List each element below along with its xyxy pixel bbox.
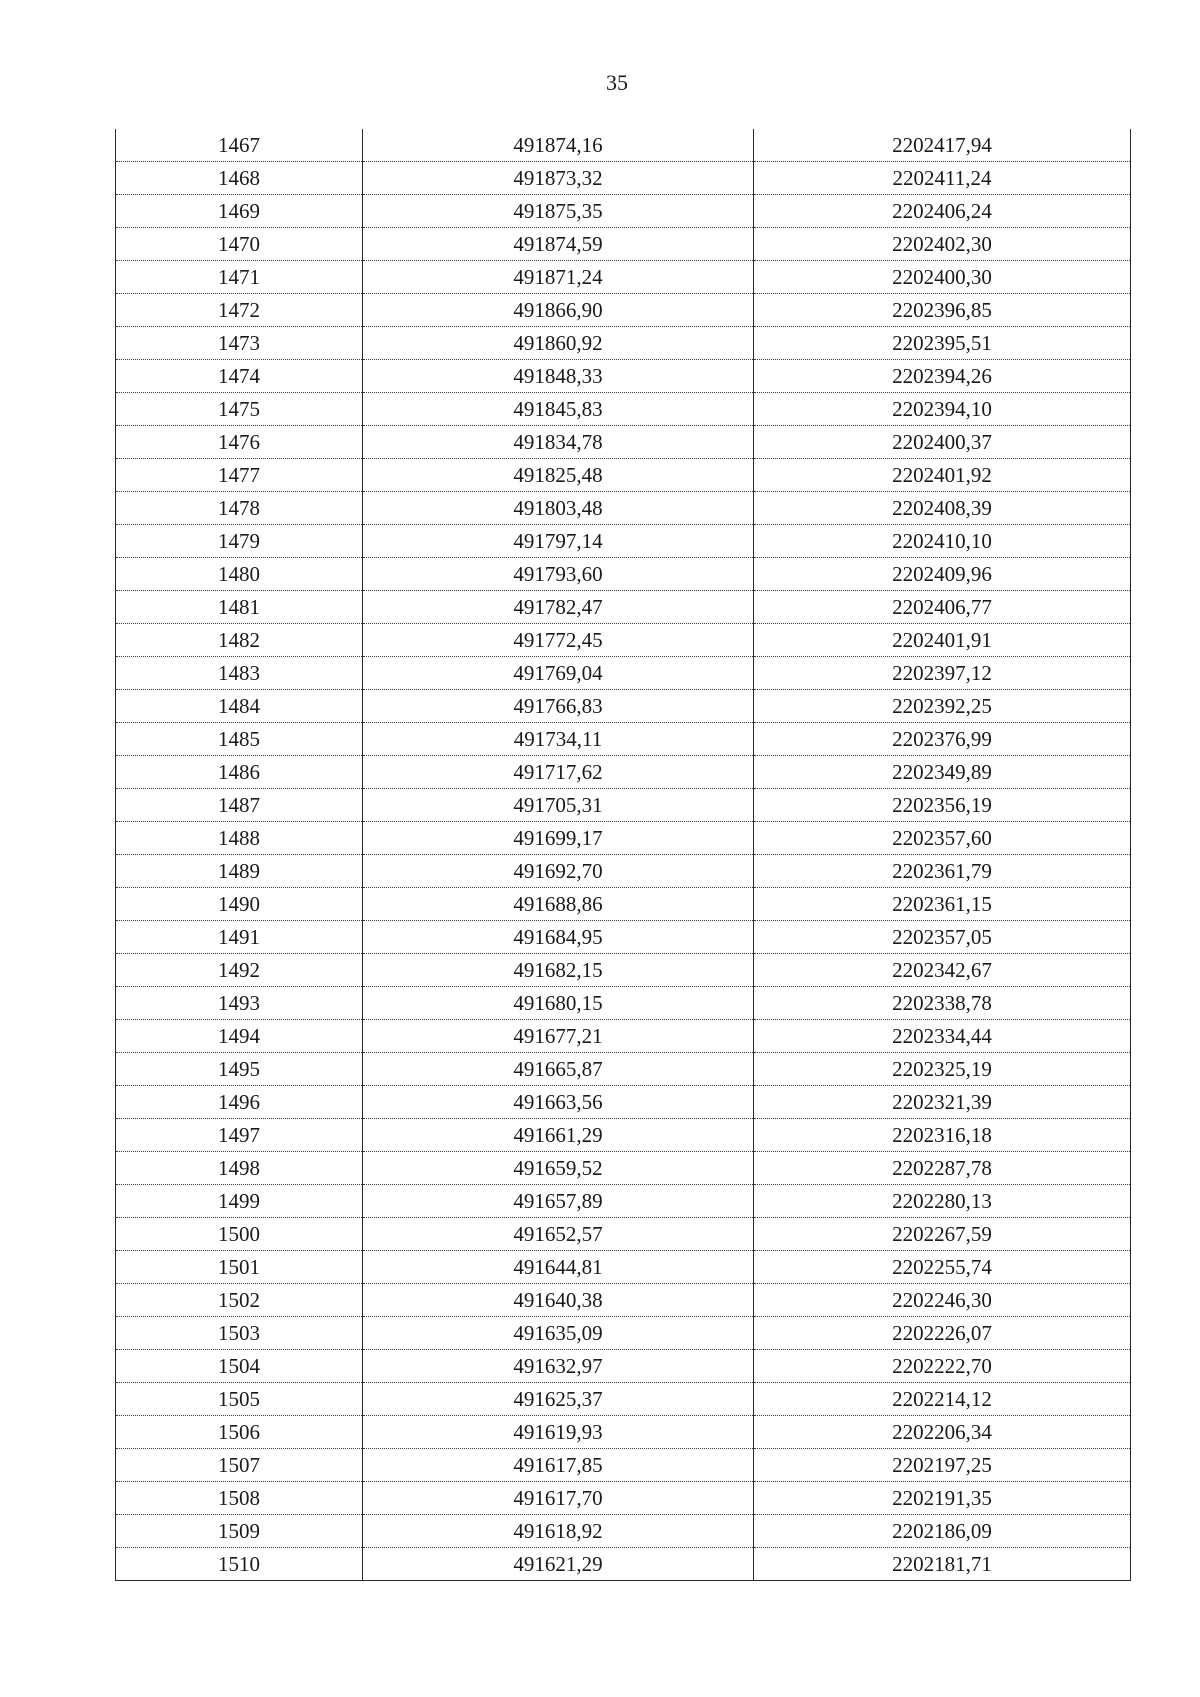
y-coordinate-cell: 2202410,10 [754,525,1131,558]
point-number-cell: 1500 [116,1218,363,1251]
point-number-cell: 1507 [116,1449,363,1482]
y-coordinate-cell: 2202214,12 [754,1383,1131,1416]
y-coordinate-cell: 2202394,26 [754,360,1131,393]
table-row [116,1317,1131,1350]
x-coordinate-cell: 491772,45 [363,624,754,657]
y-coordinate-cell: 2202356,19 [754,789,1131,822]
point-number-cell: 1492 [116,954,363,987]
point-number-cell: 1480 [116,558,363,591]
table-row [116,888,1131,921]
point-number-cell: 1502 [116,1284,363,1317]
table-row [116,1020,1131,1053]
table-row [116,954,1131,987]
point-number-cell: 1506 [116,1416,363,1449]
point-number-cell: 1486 [116,756,363,789]
point-number-cell: 1489 [116,855,363,888]
point-number-cell: 1504 [116,1350,363,1383]
table-row [116,426,1131,459]
coordinates-table-body [116,129,1131,1581]
y-coordinate-cell: 2202280,13 [754,1185,1131,1218]
x-coordinate-cell: 491834,78 [363,426,754,459]
y-coordinate-cell: 2202325,19 [754,1053,1131,1086]
point-number-cell: 1475 [116,393,363,426]
x-coordinate-cell: 491866,90 [363,294,754,327]
x-coordinate-cell: 491635,09 [363,1317,754,1350]
x-coordinate-cell: 491618,92 [363,1515,754,1548]
y-coordinate-cell: 2202181,71 [754,1548,1131,1581]
y-coordinate-cell: 2202197,25 [754,1449,1131,1482]
table-row [116,1284,1131,1317]
x-coordinate-cell: 491699,17 [363,822,754,855]
table-row [116,1119,1131,1152]
table-row [116,1251,1131,1284]
y-coordinate-cell: 2202361,79 [754,855,1131,888]
point-number-cell: 1477 [116,459,363,492]
x-coordinate-cell: 491848,33 [363,360,754,393]
x-coordinate-cell: 491644,81 [363,1251,754,1284]
x-coordinate-cell: 491632,97 [363,1350,754,1383]
y-coordinate-cell: 2202402,30 [754,228,1131,261]
table-row [116,294,1131,327]
x-coordinate-cell: 491717,62 [363,756,754,789]
y-coordinate-cell: 2202222,70 [754,1350,1131,1383]
table-row [116,558,1131,591]
table-row [116,327,1131,360]
table-row [116,1086,1131,1119]
y-coordinate-cell: 2202411,24 [754,162,1131,195]
y-coordinate-cell: 2202401,91 [754,624,1131,657]
table-row [116,162,1131,195]
table-row [116,987,1131,1020]
point-number-cell: 1485 [116,723,363,756]
x-coordinate-cell: 491782,47 [363,591,754,624]
y-coordinate-cell: 2202316,18 [754,1119,1131,1152]
x-coordinate-cell: 491734,11 [363,723,754,756]
point-number-cell: 1501 [116,1251,363,1284]
y-coordinate-cell: 2202246,30 [754,1284,1131,1317]
x-coordinate-cell: 491682,15 [363,954,754,987]
table-row [116,492,1131,525]
point-number-cell: 1470 [116,228,363,261]
y-coordinate-cell: 2202338,78 [754,987,1131,1020]
x-coordinate-cell: 491705,31 [363,789,754,822]
x-coordinate-cell: 491873,32 [363,162,754,195]
table-row [116,855,1131,888]
table-row [116,756,1131,789]
x-coordinate-cell: 491875,35 [363,195,754,228]
table-row [116,822,1131,855]
point-number-cell: 1479 [116,525,363,558]
point-number-cell: 1482 [116,624,363,657]
point-number-cell: 1478 [116,492,363,525]
x-coordinate-cell: 491621,29 [363,1548,754,1581]
y-coordinate-cell: 2202334,44 [754,1020,1131,1053]
point-number-cell: 1510 [116,1548,363,1581]
y-coordinate-cell: 2202186,09 [754,1515,1131,1548]
x-coordinate-cell: 491766,83 [363,690,754,723]
table-row [116,360,1131,393]
point-number-cell: 1493 [116,987,363,1020]
table-row [116,261,1131,294]
x-coordinate-cell: 491845,83 [363,393,754,426]
table-row [116,624,1131,657]
y-coordinate-cell: 2202395,51 [754,327,1131,360]
y-coordinate-cell: 2202357,05 [754,921,1131,954]
table-row [116,1152,1131,1185]
y-coordinate-cell: 2202406,24 [754,195,1131,228]
x-coordinate-cell: 491688,86 [363,888,754,921]
table-row [116,525,1131,558]
x-coordinate-cell: 491769,04 [363,657,754,690]
point-number-cell: 1494 [116,1020,363,1053]
point-number-cell: 1496 [116,1086,363,1119]
point-number-cell: 1490 [116,888,363,921]
x-coordinate-cell: 491617,85 [363,1449,754,1482]
point-number-cell: 1472 [116,294,363,327]
table-row [116,1548,1131,1581]
table-row [116,1185,1131,1218]
point-number-cell: 1483 [116,657,363,690]
x-coordinate-cell: 491657,89 [363,1185,754,1218]
y-coordinate-cell: 2202397,12 [754,657,1131,690]
y-coordinate-cell: 2202267,59 [754,1218,1131,1251]
point-number-cell: 1498 [116,1152,363,1185]
point-number-cell: 1473 [116,327,363,360]
x-coordinate-cell: 491665,87 [363,1053,754,1086]
table-row [116,921,1131,954]
point-number-cell: 1497 [116,1119,363,1152]
y-coordinate-cell: 2202409,96 [754,558,1131,591]
y-coordinate-cell: 2202255,74 [754,1251,1131,1284]
y-coordinate-cell: 2202226,07 [754,1317,1131,1350]
y-coordinate-cell: 2202406,77 [754,591,1131,624]
page-number: 35 [606,70,628,95]
y-coordinate-cell: 2202400,30 [754,261,1131,294]
x-coordinate-cell: 491619,93 [363,1416,754,1449]
x-coordinate-cell: 491871,24 [363,261,754,294]
point-number-cell: 1469 [116,195,363,228]
y-coordinate-cell: 2202396,85 [754,294,1131,327]
x-coordinate-cell: 491692,70 [363,855,754,888]
table-row [116,591,1131,624]
x-coordinate-cell: 491680,15 [363,987,754,1020]
x-coordinate-cell: 491640,38 [363,1284,754,1317]
table-row [116,657,1131,690]
y-coordinate-cell: 2202400,37 [754,426,1131,459]
y-coordinate-cell: 2202417,94 [754,129,1131,162]
table-row [116,1482,1131,1515]
table-row [116,1383,1131,1416]
coordinates-table [115,129,1131,1581]
x-coordinate-cell: 491661,29 [363,1119,754,1152]
point-number-cell: 1508 [116,1482,363,1515]
table-row [116,393,1131,426]
point-number-cell: 1474 [116,360,363,393]
y-coordinate-cell: 2202349,89 [754,756,1131,789]
table-row [116,1449,1131,1482]
point-number-cell: 1488 [116,822,363,855]
y-coordinate-cell: 2202408,39 [754,492,1131,525]
x-coordinate-cell: 491677,21 [363,1020,754,1053]
x-coordinate-cell: 491803,48 [363,492,754,525]
table-row [116,1053,1131,1086]
table-row [116,459,1131,492]
x-coordinate-cell: 491874,16 [363,129,754,162]
point-number-cell: 1495 [116,1053,363,1086]
point-number-cell: 1503 [116,1317,363,1350]
table-row [116,789,1131,822]
table-row [116,1350,1131,1383]
y-coordinate-cell: 2202401,92 [754,459,1131,492]
table-row [116,690,1131,723]
x-coordinate-cell: 491663,56 [363,1086,754,1119]
table-row [116,1515,1131,1548]
x-coordinate-cell: 491793,60 [363,558,754,591]
point-number-cell: 1476 [116,426,363,459]
x-coordinate-cell: 491652,57 [363,1218,754,1251]
point-number-cell: 1471 [116,261,363,294]
x-coordinate-cell: 491860,92 [363,327,754,360]
point-number-cell: 1484 [116,690,363,723]
table-row [116,129,1131,162]
x-coordinate-cell: 491797,14 [363,525,754,558]
y-coordinate-cell: 2202357,60 [754,822,1131,855]
y-coordinate-cell: 2202392,25 [754,690,1131,723]
y-coordinate-cell: 2202206,34 [754,1416,1131,1449]
point-number-cell: 1467 [116,129,363,162]
y-coordinate-cell: 2202342,67 [754,954,1131,987]
point-number-cell: 1487 [116,789,363,822]
table-row [116,723,1131,756]
point-number-cell: 1491 [116,921,363,954]
x-coordinate-cell: 491617,70 [363,1482,754,1515]
point-number-cell: 1481 [116,591,363,624]
y-coordinate-cell: 2202191,35 [754,1482,1131,1515]
x-coordinate-cell: 491659,52 [363,1152,754,1185]
table-row [116,228,1131,261]
y-coordinate-cell: 2202287,78 [754,1152,1131,1185]
point-number-cell: 1509 [116,1515,363,1548]
y-coordinate-cell: 2202321,39 [754,1086,1131,1119]
y-coordinate-cell: 2202394,10 [754,393,1131,426]
y-coordinate-cell: 2202376,99 [754,723,1131,756]
table-row [116,195,1131,228]
y-coordinate-cell: 2202361,15 [754,888,1131,921]
point-number-cell: 1468 [116,162,363,195]
x-coordinate-cell: 491625,37 [363,1383,754,1416]
point-number-cell: 1499 [116,1185,363,1218]
x-coordinate-cell: 491874,59 [363,228,754,261]
x-coordinate-cell: 491684,95 [363,921,754,954]
table-row [116,1218,1131,1251]
table-row [116,1416,1131,1449]
x-coordinate-cell: 491825,48 [363,459,754,492]
point-number-cell: 1505 [116,1383,363,1416]
